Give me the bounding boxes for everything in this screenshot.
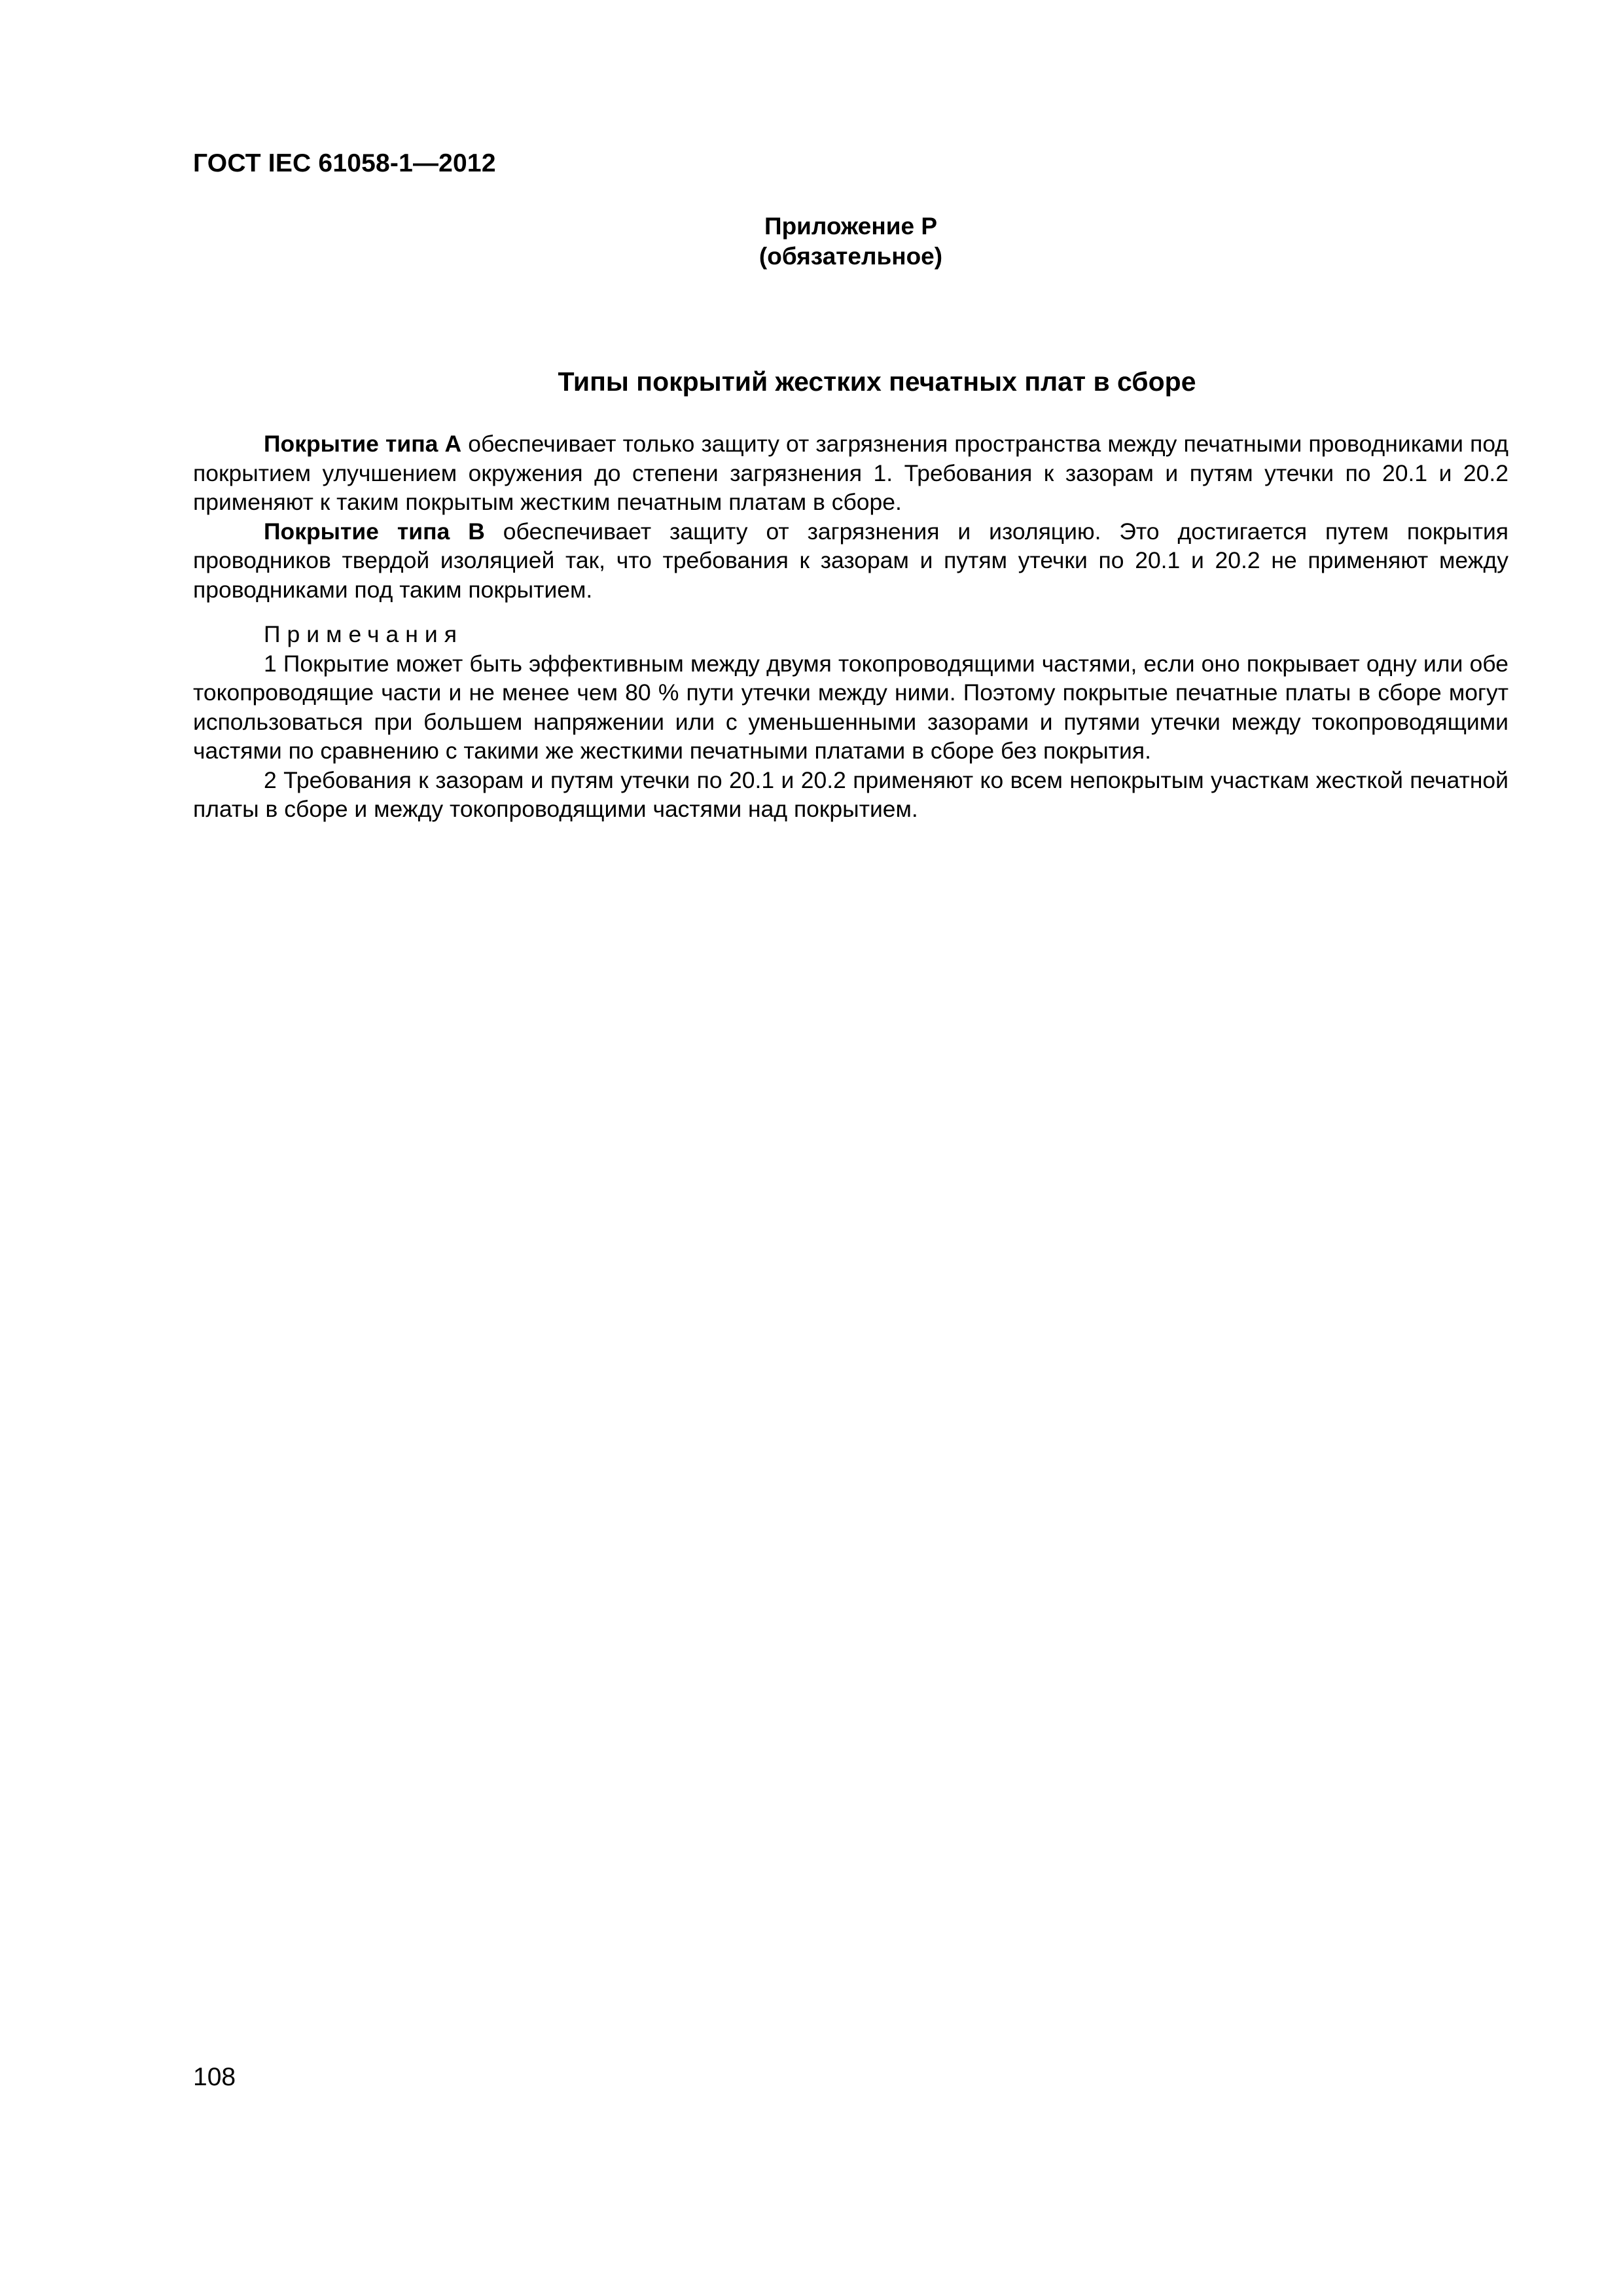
note-2: 2 Требования к зазорам и путям утечки по 20.1 и 20.2 применяют ко всем непокрытым участкам жесткой печатной платы в сборе и между токопроводящими частями над покрытием. — [193, 766, 1508, 822]
body-text — [193, 429, 1508, 604]
section-title: Типы покрытий жестких печатных плат в сборе — [558, 367, 1196, 397]
appendix-title: Приложение Р — [764, 213, 938, 240]
notes-block — [193, 620, 1508, 824]
note-1: 1 Покрытие может быть эффективным между двумя токопроводящими частями, если оно покрывает одну или обе токопроводящие части и не менее чем 80 % пути утечки между ними. Поэтому покрытые печатные платы в сборе могут использоваться при большем напряжении или с уменьшенными зазорами и путями утечки между токопроводящими частями по сравнению с такими же жесткими печатными платами в сборе без покрытия. — [193, 650, 1508, 764]
term-coating-type-a: Покрытие типа А — [264, 431, 462, 457]
page-number: 108 — [193, 2063, 236, 2091]
appendix-status: (обязательное) — [758, 243, 943, 270]
paragraph-coating-type-a — [193, 429, 1508, 517]
paragraph-coating-type-b — [193, 517, 1508, 605]
term-coating-type-b: Покрытие типа В — [264, 518, 485, 545]
document-code: ГОСТ IEC 61058-1—2012 — [193, 149, 496, 177]
notes-heading: Примечания — [264, 621, 463, 647]
paragraph-text: обеспечивает только защиту от загрязнения пространства между печатными проводниками под покрытием улучшением окружения до степени загрязнения 1. Требования к зазорам и путям утечки по 20.1 и 20.2 применяют к таким покрытым жестким печатным платам в сборе. — [193, 431, 1508, 515]
paragraph-text: обеспечивает защиту от загрязнения и изоляцию. Это достигается путем покрытия проводников твердой изоляцией так, что требования к зазорам и путям утечки по 20.1 и 20.2 не применяют между проводниками под таким покрытием. — [193, 518, 1509, 603]
